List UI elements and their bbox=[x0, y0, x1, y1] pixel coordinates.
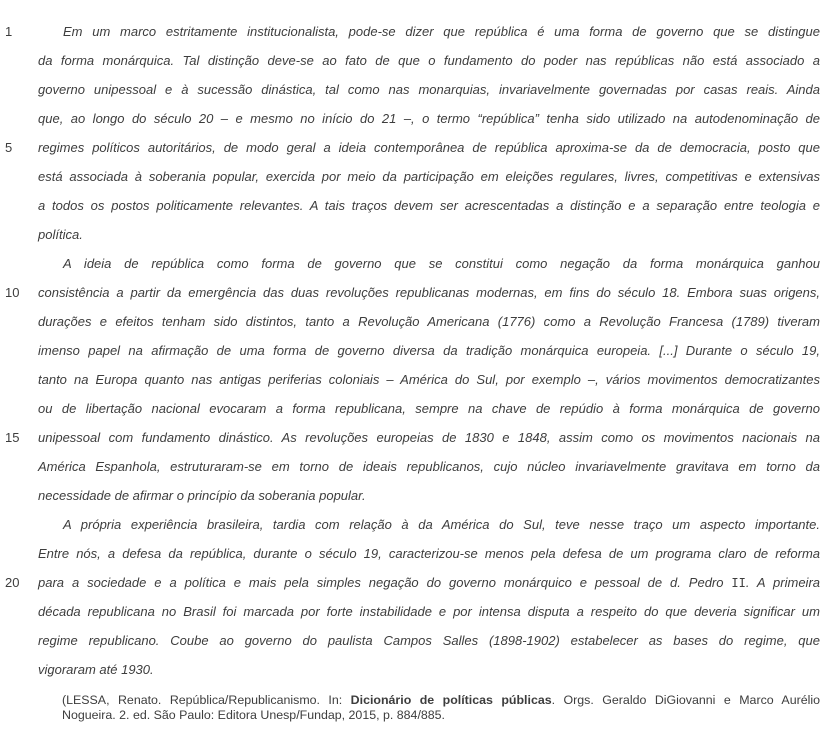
text-segment: governo unipessoal e à sucessão dinástica, tal como nas monarquias, invariavelmente governadas por casas reais. Ainda bbox=[38, 82, 820, 97]
text-line bbox=[38, 568, 820, 597]
book-title-text: Dicionário de políticas públicas bbox=[350, 693, 552, 707]
text-line bbox=[38, 539, 820, 568]
line-number: 15 bbox=[5, 430, 20, 445]
text-segment: da forma monárquica. Tal distinção deve-se ao fato de que o fundamento do poder nas repúblicas não está associado a bbox=[38, 53, 820, 68]
line-number-empty bbox=[5, 481, 38, 510]
line-number-empty bbox=[5, 452, 38, 481]
text-line bbox=[38, 220, 820, 249]
text-segment: regime republicano. Coube ao governo do paulista Campos Salles (1898-1902) estabelecer as bases do regime, que bbox=[38, 633, 820, 648]
text-segment: a todos os postos politicamente relevantes. A tais traços devem ser acrescentadas a distinção e a separação entre teologia e bbox=[38, 198, 820, 213]
text-segment: vigoraram até 1930. bbox=[38, 662, 154, 677]
line-number-empty bbox=[5, 46, 38, 75]
text-segment: A própria experiência brasileira, tardia com relação à da América do Sul, teve nesse traço um aspecto importante. bbox=[63, 517, 820, 532]
line-number: 20 bbox=[5, 575, 20, 590]
text-segment: necessidade de afirmar o princípio da soberania popular. bbox=[38, 488, 366, 503]
line-number: 5 bbox=[5, 140, 13, 155]
line-number-empty bbox=[5, 510, 38, 539]
line-number-gutter bbox=[0, 17, 38, 684]
text-segment: (LESSA, Renato. República/Republicanismo. In: bbox=[62, 693, 351, 707]
text-line bbox=[38, 75, 820, 104]
text-line bbox=[38, 249, 820, 278]
text-line bbox=[38, 307, 820, 336]
line-number-empty bbox=[5, 394, 38, 423]
text-segment: durações e efeitos tenham sido distintos, tanto a Revolução Americana (1776) como a Revolução Francesa (1789) tiveram bbox=[38, 314, 820, 329]
line-number-empty bbox=[5, 597, 38, 626]
line-number-empty bbox=[5, 655, 38, 684]
text-segment: para a sociedade e a política e mais pela simples negação do governo monárquico e pessoal de d. Pedro bbox=[38, 575, 732, 590]
line-number: 1 bbox=[5, 24, 13, 39]
text-line bbox=[38, 104, 820, 133]
text-line bbox=[38, 336, 820, 365]
text-segment: A ideia de república como forma de governo que se constitui como negação da forma monárquica ganhou bbox=[63, 256, 820, 271]
text-line bbox=[38, 423, 820, 452]
text-segment: tanto na Europa quanto nas antigas periferias coloniais – América do Sul, por exemplo –, vários movimentos democratizantes bbox=[38, 372, 820, 387]
text-line bbox=[62, 708, 820, 723]
text-segment: Nogueira. 2. ed. São Paulo: Editora Unesp/Fundap, 2015, p. 884/885. bbox=[62, 708, 446, 722]
line-number-empty bbox=[5, 307, 38, 336]
text-line bbox=[38, 191, 820, 220]
line-number-empty bbox=[5, 162, 38, 191]
text-line bbox=[38, 46, 820, 75]
text-segment: . A primeira bbox=[745, 575, 821, 590]
text-line bbox=[38, 133, 820, 162]
line-number-empty bbox=[5, 249, 38, 278]
line-number-empty bbox=[5, 220, 38, 249]
text-line bbox=[38, 452, 820, 481]
line-number-empty bbox=[5, 104, 38, 133]
text-line bbox=[62, 693, 820, 708]
line-number-empty bbox=[5, 191, 38, 220]
text-line bbox=[38, 655, 820, 684]
text-segment: política. bbox=[38, 227, 83, 242]
line-number-empty bbox=[5, 539, 38, 568]
text-segment: imenso papel na afirmação de uma forma de governo diversa da tradição monárquica europeia. [...] Durante o século 19, bbox=[38, 343, 820, 358]
text-segment: Entre nós, a defesa da república, durante o século 19, caracterizou-se menos pela defesa de um programa claro de reforma bbox=[38, 546, 820, 561]
text-line bbox=[38, 17, 820, 46]
text-segment: ou de libertação nacional evocaram a forma republicana, sempre na chave de repúdio à forma monárquica de governo bbox=[38, 401, 820, 416]
text-segment: está associada à soberania popular, exercida por meio da participação em eleições regulares, livres, competitivas e extensivas bbox=[38, 169, 820, 184]
text-segment: que, ao longo do século 20 – e mesmo no início do 21 –, o termo “república” tenha sido utilizado na autodenominação de bbox=[38, 111, 820, 126]
line-number-empty bbox=[5, 365, 38, 394]
text-segment: . Orgs. Geraldo DiGiovanni e Marco Aurélio bbox=[551, 693, 820, 707]
text-line bbox=[38, 278, 820, 307]
text-line bbox=[38, 510, 820, 539]
text-segment: década republicana no Brasil foi marcada por forte instabilidade e por intensa disputa a respeito do que deveria significar um bbox=[38, 604, 820, 619]
text-line bbox=[38, 597, 820, 626]
text-segment: Em um marco estritamente institucionalista, pode-se dizer que república é uma forma de governo que se distingue bbox=[63, 24, 820, 39]
text-segment: América Espanhola, estruturaram-se em torno de ideais republicanos, cujo núcleo invariavelmente gravitava em torno da bbox=[38, 459, 820, 474]
line-number-empty bbox=[5, 626, 38, 655]
text-line bbox=[38, 626, 820, 655]
line-number-empty bbox=[5, 75, 38, 104]
text-line bbox=[38, 162, 820, 191]
text-segment: unipessoal com fundamento dinástico. As revoluções europeias de 1830 e 1848, assim como os movimentos nacionais na bbox=[38, 430, 820, 445]
line-number: 10 bbox=[5, 285, 20, 300]
text-segment: consistência a partir da emergência das duas revoluções republicanas modernas, em fins do século 18. Embora suas origens, bbox=[38, 285, 820, 300]
citation bbox=[62, 693, 820, 723]
text-segment: regimes políticos autoritários, de modo geral a ideia contemporânea de república aproxima-se da de democracia, posto que bbox=[38, 140, 820, 155]
text-line bbox=[38, 365, 820, 394]
line-number-empty bbox=[5, 336, 38, 365]
text-line bbox=[38, 481, 820, 510]
roman-numeral-text: II bbox=[731, 576, 746, 590]
text-column bbox=[38, 17, 820, 684]
text-line bbox=[38, 394, 820, 423]
